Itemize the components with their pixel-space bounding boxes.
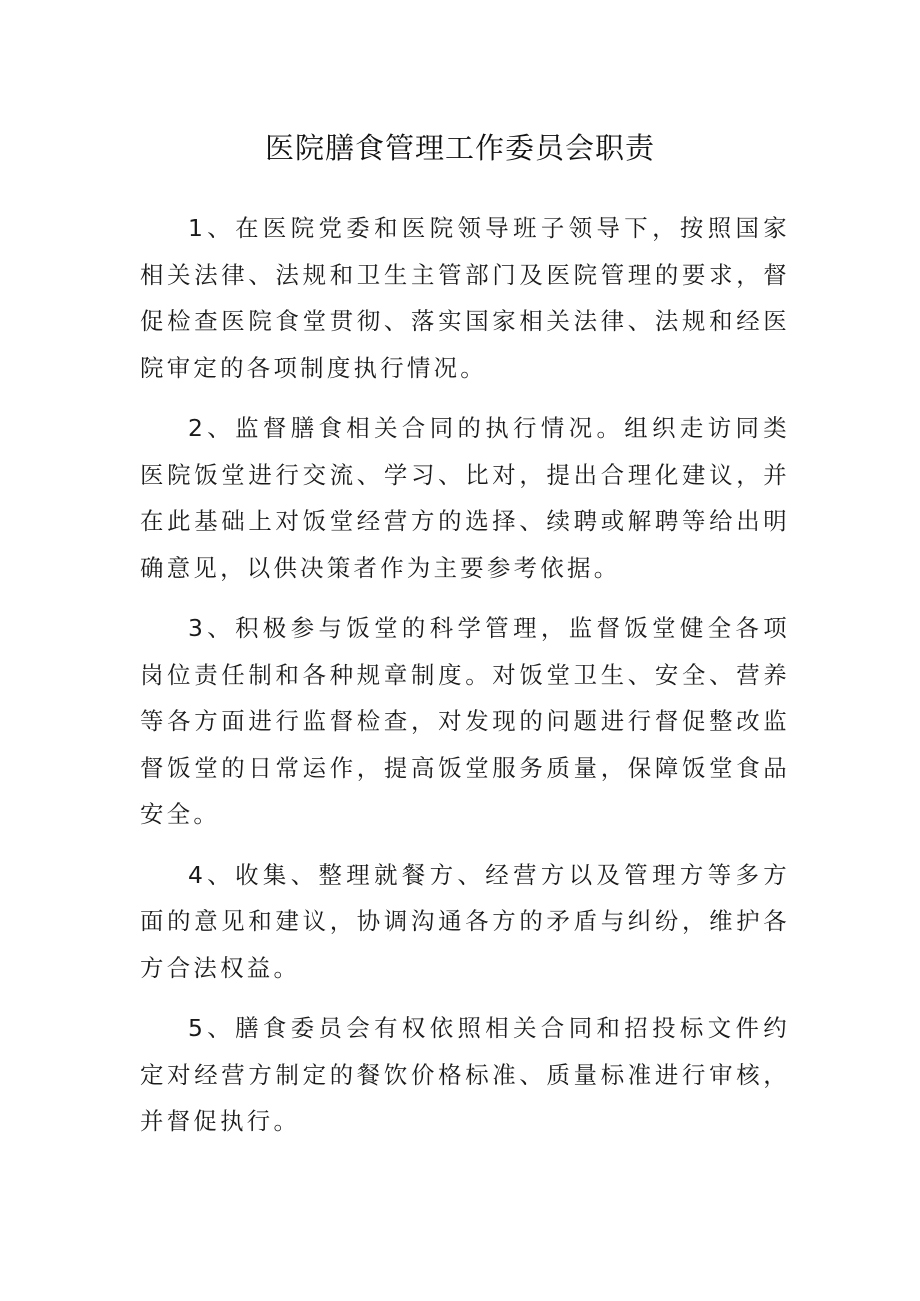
paragraph-3: 3、积极参与饭堂的科学管理，监督饭堂健全各项岗位责任制和各种规章制度。对饭堂卫生、安全、营养等各方面进行监督检查，对发现的问题进行督促整改监督饭堂的日常运作，提高饭堂服务质量，保障饭堂食品安全。	[140, 614, 790, 828]
paragraph-5: 5、膳食委员会有权依照相关合同和招投标文件约定对经营方制定的餐饮价格标准、质量标准进行审核，并督促执行。	[140, 1014, 790, 1135]
paragraph-4: 4、收集、整理就餐方、经营方以及管理方等多方面的意见和建议，协调沟通各方的矛盾与纠纷，维护各方合法权益。	[140, 860, 790, 982]
paragraph-1: 1、在医院党委和医院领导班子领导下，按照国家相关法律、法规和卫生主管部门及医院管理的要求，督促检查医院食堂贯彻、落实国家相关法律、法规和经医院审定的各项制度执行情况。	[140, 214, 790, 382]
paragraph-2: 2、监督膳食相关合同的执行情况。组织走访同类医院饭堂进行交流、学习、比对，提出合理化建议，并在此基础上对饭堂经营方的选择、续聘或解聘等给出明确意见，以供决策者作为主要参考依据。	[140, 414, 790, 582]
document-body	[140, 205, 790, 1159]
document-title: 医院膳食管理工作委员会职责	[264, 131, 655, 165]
